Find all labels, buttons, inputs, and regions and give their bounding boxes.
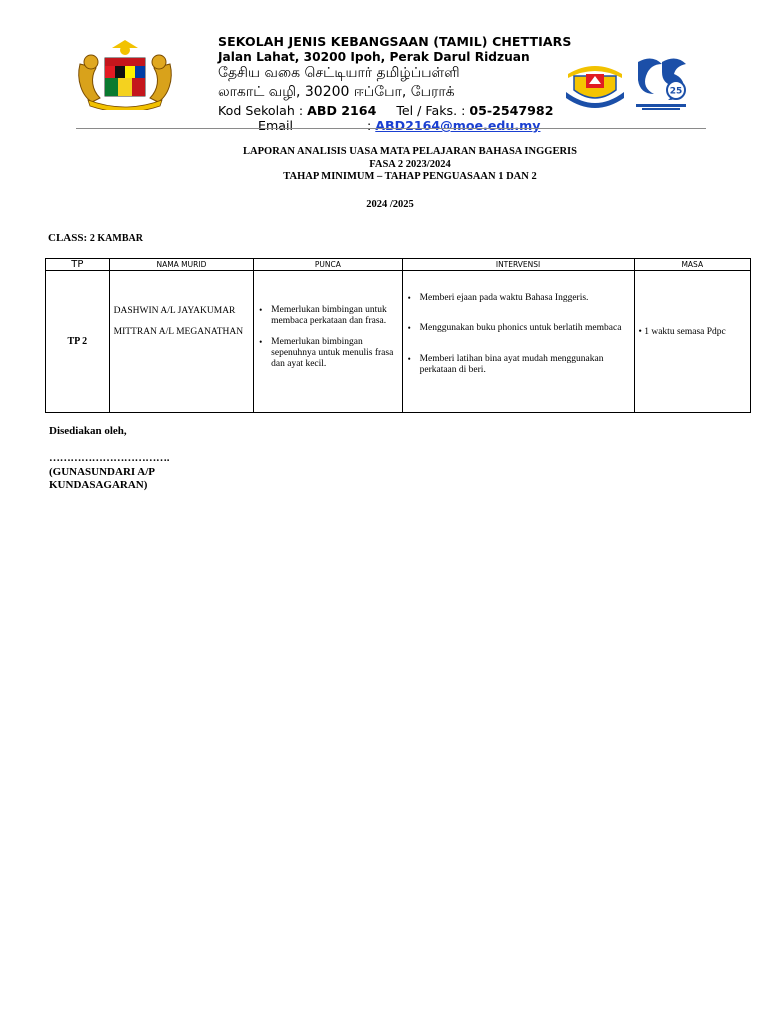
school-address: Jalan Lahat, 30200 Ipoh, Perak Darul Ridzuan	[218, 50, 530, 64]
intervensi-text: Memberi ejaan pada waktu Bahasa Inggeris.	[419, 293, 589, 303]
table-header-row	[46, 259, 751, 271]
table-row	[46, 271, 751, 413]
punca-item	[254, 337, 395, 371]
bullet-icon: •	[407, 353, 411, 364]
punca-text: Memerlukan bimbingan sepenuhnya untuk menulis frasa dan ayat kecil.	[271, 336, 394, 370]
bullet-icon: •	[407, 293, 411, 303]
signature-line: …………………………….	[49, 452, 170, 464]
student-name: MITTRAN A/L MEGANATHAN	[113, 327, 244, 338]
report-title-line-2: FASA 2 2023/2024	[369, 158, 451, 170]
school-name: SEKOLAH JENIS KEBANGSAAN (TAMIL) CHETTIARS	[218, 34, 572, 49]
bullet-icon: •	[259, 336, 263, 347]
email-separator: :	[367, 118, 372, 133]
cell-masa	[634, 271, 750, 413]
email-label: Email	[258, 118, 293, 133]
contact-row	[218, 103, 558, 118]
phone-label: Tel / Faks. :	[396, 103, 466, 118]
letterhead-divider	[76, 128, 706, 129]
school-address-tamil: லாகாட் வழி, 30200 ஈப்போ, பேராக்	[218, 84, 455, 100]
masa-text: 1 waktu semasa Pdpc	[644, 327, 726, 337]
intervensi-text: Memberi latihan bina ayat mudah menggunakan perkataan di beri.	[419, 353, 604, 375]
intervensi-item	[403, 293, 628, 304]
report-year: 2024 /2025	[366, 199, 414, 210]
header-masa: MASA	[634, 259, 750, 271]
report-title	[0, 146, 768, 184]
cell-punca	[254, 271, 402, 413]
anniversary-logo	[632, 54, 690, 112]
school-code: ABD 2164	[307, 103, 377, 118]
intervensi-item	[403, 323, 628, 334]
punca-item	[254, 305, 395, 328]
letterhead-text	[218, 34, 572, 133]
prepared-by-label: Disediakan oleh,	[49, 425, 127, 437]
cell-tp: TP 2	[46, 271, 110, 413]
class-value: 2 KAMBAR	[89, 233, 143, 244]
email-row	[218, 118, 558, 133]
coat-of-arms-logo	[74, 40, 176, 110]
phone-number: 05-2547982	[469, 103, 554, 118]
student-name: DASHWIN A/L JAYAKUMAR	[113, 306, 236, 316]
header-tp: TP	[46, 259, 110, 271]
cell-intervensi	[402, 271, 634, 413]
intervensi-item	[403, 354, 628, 377]
school-crest-logo	[564, 56, 626, 112]
cell-students	[109, 271, 254, 413]
bullet-icon: •	[638, 327, 642, 337]
bullet-icon: •	[407, 323, 411, 334]
report-title-line-1: LAPORAN ANALISIS UASA MATA PELAJARAN BAHASA INGGERIS	[243, 146, 577, 157]
report-title-line-3: TAHAP MINIMUM – TAHAP PENGUASAAN 1 DAN 2	[283, 171, 537, 182]
header-punca: PUNCA	[254, 259, 402, 271]
school-name-tamil: தேசிய வகை செட்டியார் தமிழ்ப்பள்ளி	[218, 65, 460, 81]
signer-name: (GUNASUNDARI A/P KUNDASAGARAN)	[49, 466, 155, 491]
bullet-icon: •	[259, 305, 263, 315]
class-line	[48, 232, 143, 244]
class-label: CLASS:	[48, 232, 88, 244]
header-intervensi: INTERVENSI	[402, 259, 634, 271]
punca-text: Memerlukan bimbingan untuk membaca perkataan dan frasa.	[271, 305, 387, 327]
header-nama-murid: NAMA MURID	[109, 259, 254, 271]
anniversary-number: 25	[669, 86, 683, 97]
email-link[interactable]: ABD2164@moe.edu.my	[375, 118, 541, 133]
intervensi-text: Menggunakan buku phonics untuk berlatih membaca	[419, 323, 622, 334]
school-code-label: Kod Sekolah :	[218, 103, 304, 118]
analysis-table	[45, 258, 751, 413]
